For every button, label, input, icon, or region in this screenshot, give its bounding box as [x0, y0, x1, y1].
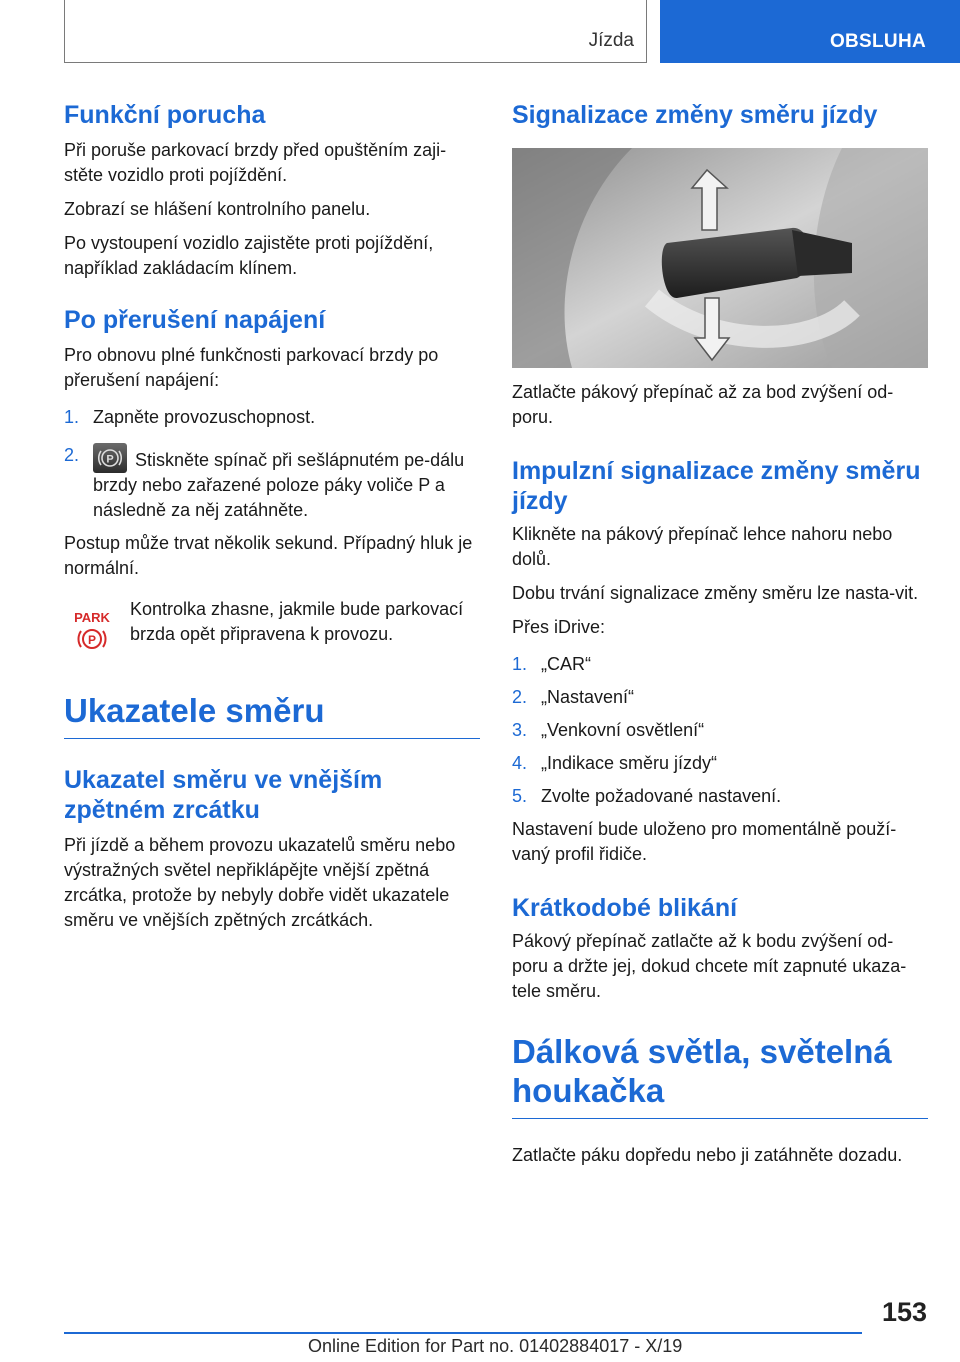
svg-text:P: P: [87, 633, 97, 647]
list-item: [64, 405, 480, 430]
list-item: [512, 784, 928, 809]
left-column: [64, 100, 480, 933]
list-number: 1.: [512, 654, 528, 674]
list-text: Stiskněte spínač při sešlápnutém pe-dálu brzdy nebo zařazené poloze páky voliče P a následně za něj zatáhněte.: [93, 450, 465, 520]
power-intro: Pro obnovu plné funkčnosti parkovací brzdy po přerušení napájení:: [64, 345, 439, 390]
footer-edition: Online Edition for Part no. 01402884017 - X/19: [308, 1336, 683, 1356]
heading-beam: Dálková světla, světelná houkačka: [512, 1032, 928, 1119]
list-item: [512, 652, 928, 677]
heading-flash: Krátkodobé blikání: [512, 894, 738, 922]
list-number: 2.: [64, 445, 80, 465]
header-chapter-label: OBSLUHA: [829, 31, 926, 52]
flash-paragraph: Pákový přepínač zatlačte až k bodu zvýšení od-poru a držte jej, dokud chcete mít zapnuté ukaza-tele směru.: [512, 931, 907, 1001]
signal-caption: Zatlačte pákový přepínač až za bod zvýšení od-poru.: [512, 382, 894, 427]
svg-text:P: P: [106, 453, 114, 466]
turn-signal-lever-photo: [512, 148, 928, 368]
parking-brake-button-icon: [93, 443, 127, 473]
fault-paragraph-1: Při poruše parkovací brzdy před opuštěním zaji-stěte vozidlo proti pojíždění.: [64, 140, 447, 185]
list-number: 5.: [512, 786, 528, 806]
header-section-label: Jízda: [588, 30, 634, 51]
park-icon-text: PARK: [74, 610, 110, 625]
heading-power: Po přerušení napájení: [64, 306, 326, 334]
heading-mirror: Ukazatel směru ve vnějším zpětném zrcátku: [64, 766, 383, 824]
list-number: 3.: [512, 720, 528, 740]
impulse-paragraph-4: Nastavení bude uloženo pro momentálně použí-vaný profil řidiče.: [512, 819, 897, 864]
impulse-paragraph-1: Klikněte na pákový přepínač lehce nahoru nebo dolů.: [512, 524, 893, 569]
list-number: 4.: [512, 753, 528, 773]
list-item: [64, 443, 480, 523]
beam-paragraph: Zatlačte páku dopředu nebo ji zatáhněte dozadu.: [512, 1145, 903, 1165]
heading-indicators: Ukazatele směru: [64, 691, 480, 739]
power-note: Postup může trvat několik sekund. Případný hluk je normální.: [64, 533, 473, 578]
page-number: 153: [881, 1297, 927, 1327]
heading-impulse: Impulzní signalizace změny směru jízdy: [512, 457, 921, 515]
list-item: [512, 718, 928, 743]
list-text: „Venkovní osvětlení“: [541, 720, 705, 740]
list-item: [512, 751, 928, 776]
heading-fault: Funkční porucha: [64, 101, 266, 129]
list-text: Zapněte provozuschopnost.: [93, 407, 316, 427]
impulse-paragraph-3: Přes iDrive:: [512, 617, 606, 637]
list-number: 1.: [64, 407, 80, 427]
list-text: „CAR“: [541, 654, 591, 674]
list-text: „Indikace směru jízdy“: [541, 753, 718, 773]
fault-paragraph-2: Zobrazí se hlášení kontrolního panelu.: [64, 199, 371, 219]
heading-signal: Signalizace změny směru jízdy: [512, 101, 878, 129]
park-indicator-note: [64, 597, 480, 647]
right-column: [512, 100, 928, 1168]
list-number: 2.: [512, 687, 528, 707]
list-text: „Nastavení“: [541, 687, 635, 707]
header-section-tab: [64, 0, 647, 63]
footer-divider: [64, 1332, 862, 1334]
fault-paragraph-3: Po vystoupení vozidlo zajistěte proti pojíždění, například zakládacím klínem.: [64, 233, 434, 278]
mirror-paragraph: Při jízdě a během provozu ukazatelů směru nebo výstražných světel nepřiklápějte vnější zpětná zrcátka, protože by nebyly dobře vidět ukazatele směru ve vnějších zpětných zrcátkách.: [64, 835, 456, 930]
park-note-text: Kontrolka zhasne, jakmile bude parkovací brzda opět připravena k provozu.: [130, 599, 464, 644]
impulse-paragraph-2: Dobu trvání signalizace změny směru lze nasta-vit.: [512, 583, 919, 603]
park-warning-icon: [64, 609, 120, 660]
list-item: [512, 685, 928, 710]
list-text: Zvolte požadované nastavení.: [541, 786, 782, 806]
header-chapter-tab: [660, 0, 960, 63]
